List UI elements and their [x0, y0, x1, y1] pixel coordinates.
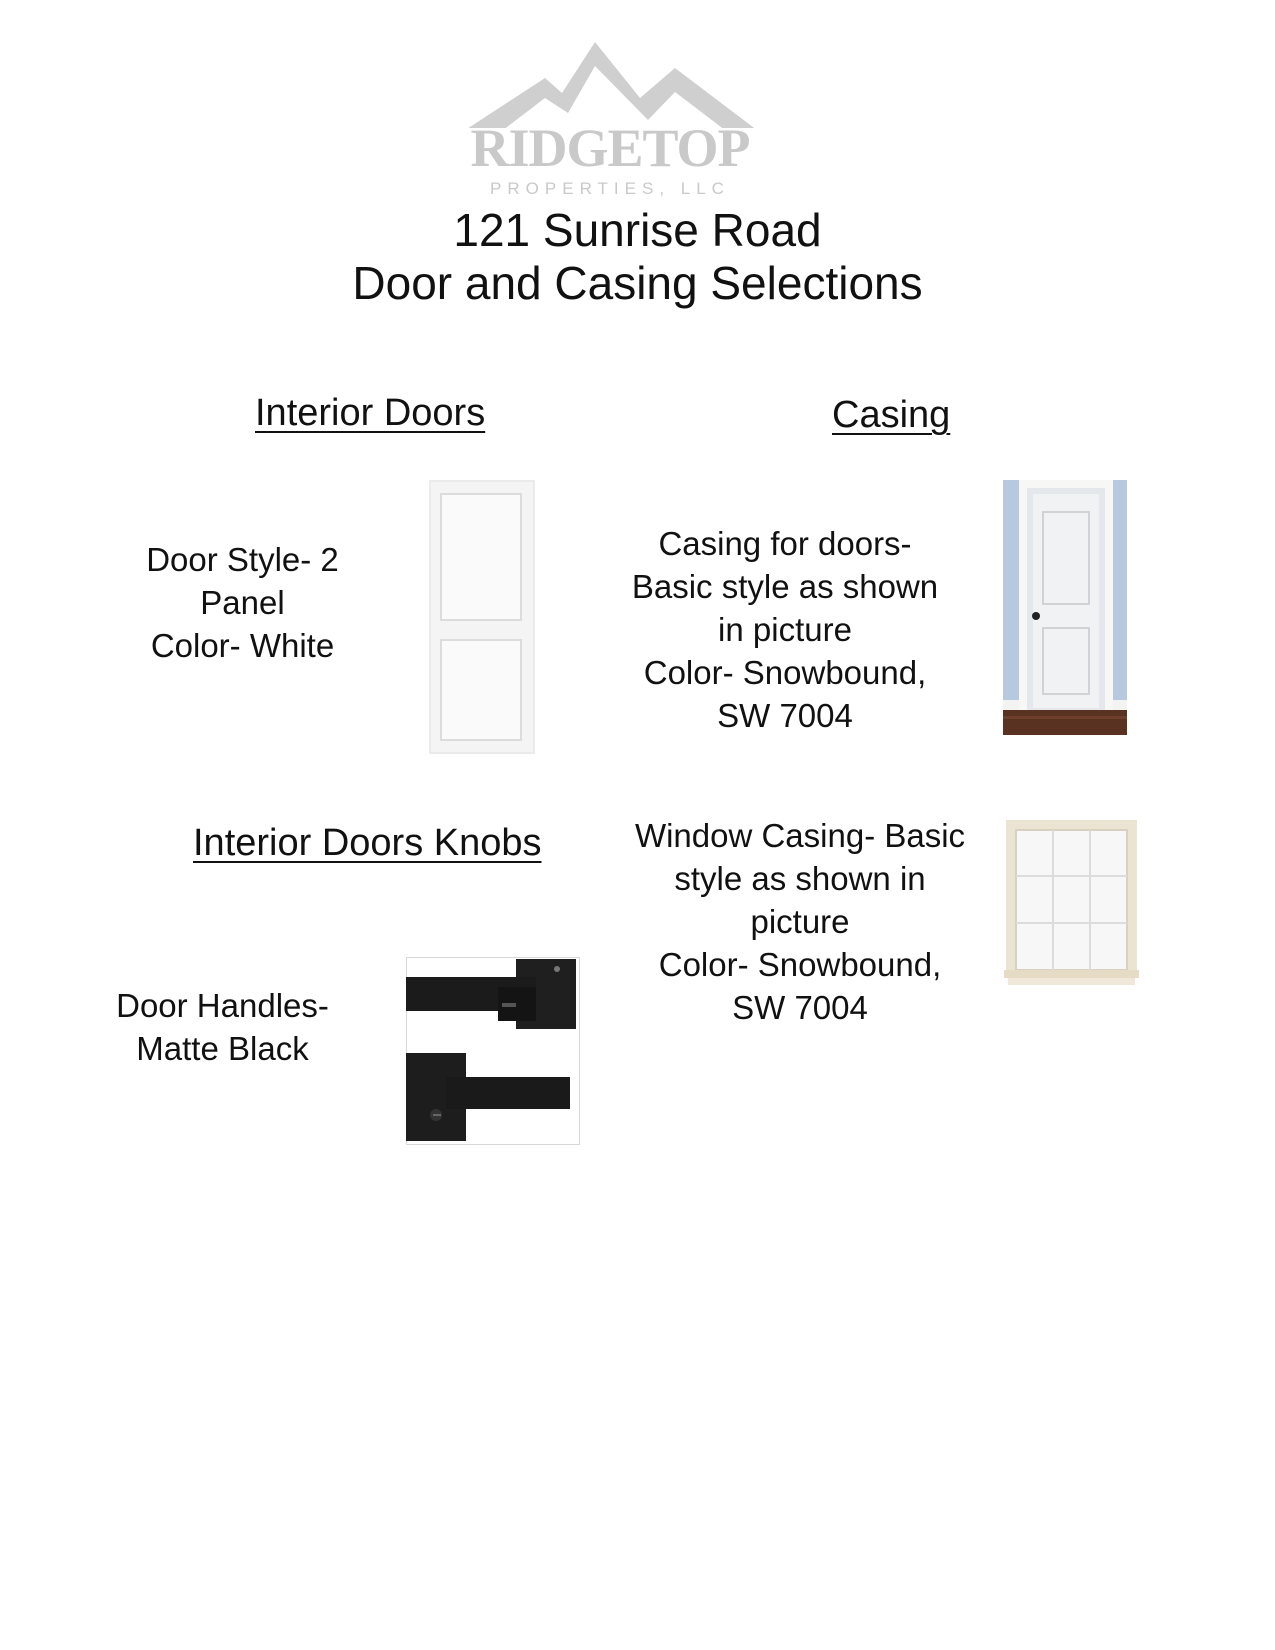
two-panel-door-icon	[429, 480, 535, 754]
logo-name: RIDGETOP	[470, 118, 750, 178]
door-casing-description: Casing for doors- Basic style as shown in picture Color- Snowbound, SW 7004	[631, 525, 939, 734]
door-casing-photo	[1003, 480, 1127, 735]
casing-heading: Casing	[832, 394, 951, 436]
interior-door-description: Door Style- 2 Panel Color- White	[146, 541, 339, 664]
window-casing-icon	[1004, 818, 1139, 990]
logo-subname: PROPERTIES, LLC	[490, 179, 730, 198]
page-title-address: 121 Sunrise Road	[453, 204, 822, 256]
door-lever-handle-icon	[406, 957, 580, 1145]
window-casing-description: Window Casing- Basic style as shown in picture Color- Snowbound, SW 7004	[634, 817, 966, 1026]
company-logo	[450, 38, 770, 208]
interior-doors-knobs-heading: Interior Doors Knobs	[193, 822, 542, 864]
page-title-subtitle: Door and Casing Selections	[352, 257, 923, 309]
interior-doors-heading: Interior Doors	[255, 392, 486, 434]
door-handles-description: Door Handles- Matte Black	[116, 987, 329, 1067]
mountain-logo-icon	[450, 38, 770, 128]
